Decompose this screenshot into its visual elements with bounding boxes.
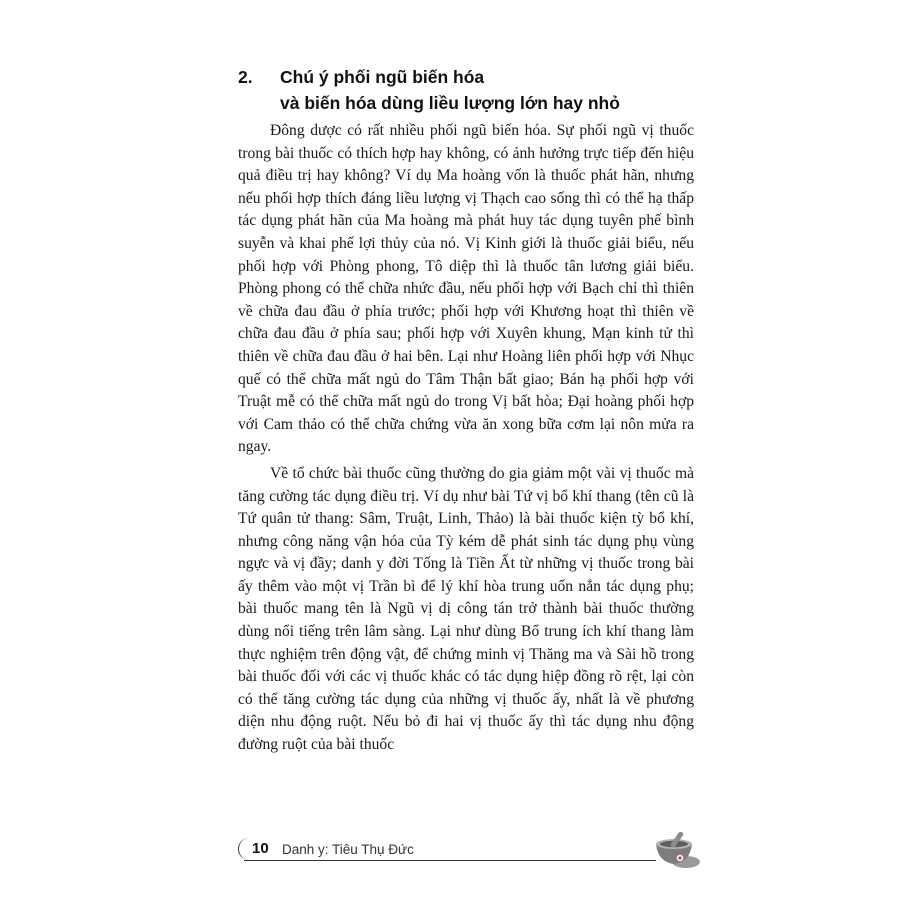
section-number: 2. bbox=[238, 67, 253, 87]
mortar-pestle-icon bbox=[650, 832, 704, 872]
page-number: 10 bbox=[252, 840, 269, 857]
section-heading bbox=[238, 64, 694, 116]
body-text bbox=[238, 120, 694, 757]
paragraph-1: Đông dược có rất nhiều phối ngũ biến hóa. Sự phối ngũ vị thuốc trong bài thuốc có thích hợp hay không, có ảnh hưởng trực tiếp đến hiệu quả điều trị hay không? Ví dụ Ma hoàng vốn là thuốc phát hãn, nhưng nếu phối hợp thích đáng liều lượng vị Thạch cao sống thì có thể hạ thấp tác dụng phát hãn của Ma hoàng mà phát huy tác dụng tuyên phế bình suyễn và khai phế lợi thủy của nó. Vị Kinh giới là thuốc giải biểu, nếu phối hợp với Phòng phong, Tô diệp thì là thuốc tân lương giải biểu. Phòng phong có thể chữa nhức đầu, nếu phối hợp với Bạch chỉ thì thiên về chữa đau đầu ở phía trước; phối hợp với Khương hoạt thì thiên về chữa đau đầu ở phía sau; phối hợp với Xuyên khung, Mạn kinh tử thì thiên về chữa đau đầu ở hai bên. Lại như Hoàng liên phối hợp với Nhục quế có thể chữa mất ngủ do Tâm Thận bất giao; Bán hạ phối hợp với Truật mễ có thể chữa mất ngủ do trong Vị bất hòa; Đại hoàng phối hợp với Cam thảo có thể chữa chứng vừa ăn xong bữa cơm lại nôn mửa ra ngay. bbox=[238, 122, 694, 456]
paragraph-2: Về tổ chức bài thuốc cũng thường do gia giảm một vài vị thuốc mà tăng cường tác dụng điều trị. Ví dụ như bài Tứ vị bổ khí thang (tên cũ là Tứ quân tử thang: Sâm, Truật, Linh, Thảo) là bài thuốc kiện tỳ bổ khí, nhưng công năng vận hóa của Tỳ kém dễ phát sinh tác dụng phụ vùng ngực và vị đầy; danh y đời Tống là Tiền Ất từ những vị thuốc trong bài ấy thêm vào một vị Trần bì để lý khí hòa trung uốn nắn tác dụng phụ; bài thuốc mang tên là Ngũ vị dị công tán trở thành bài thuốc thường dùng nổi tiếng trên lâm sàng. Lại như dùng Bổ trung ích khí thang làm thực nghiệm trên động vật, để chứng minh vị Thăng ma và Sài hồ trong bài thuốc đối với các vị thuốc khác có tác dụng hiệp đồng rõ rệt, lại còn có thể tăng cường tác dụng của những vị thuốc ấy, nhất là về phương diện nhu động ruột. Nếu bỏ đi hai vị thuốc ấy thì tác dụng nhu động đường ruột của bài thuốc bbox=[238, 464, 694, 754]
footer-rule bbox=[244, 860, 656, 861]
running-footer-author: Danh y: Tiêu Thụ Đức bbox=[282, 842, 414, 857]
section-title-line-2: và biến hóa dùng liều lượng lớn hay nhỏ bbox=[280, 93, 620, 113]
footer-bracket bbox=[238, 838, 253, 860]
page-content bbox=[238, 64, 694, 757]
page-footer bbox=[238, 838, 708, 878]
section-title-line-1: Chú ý phối ngũ biến hóa bbox=[280, 67, 485, 87]
section-title bbox=[280, 64, 620, 116]
